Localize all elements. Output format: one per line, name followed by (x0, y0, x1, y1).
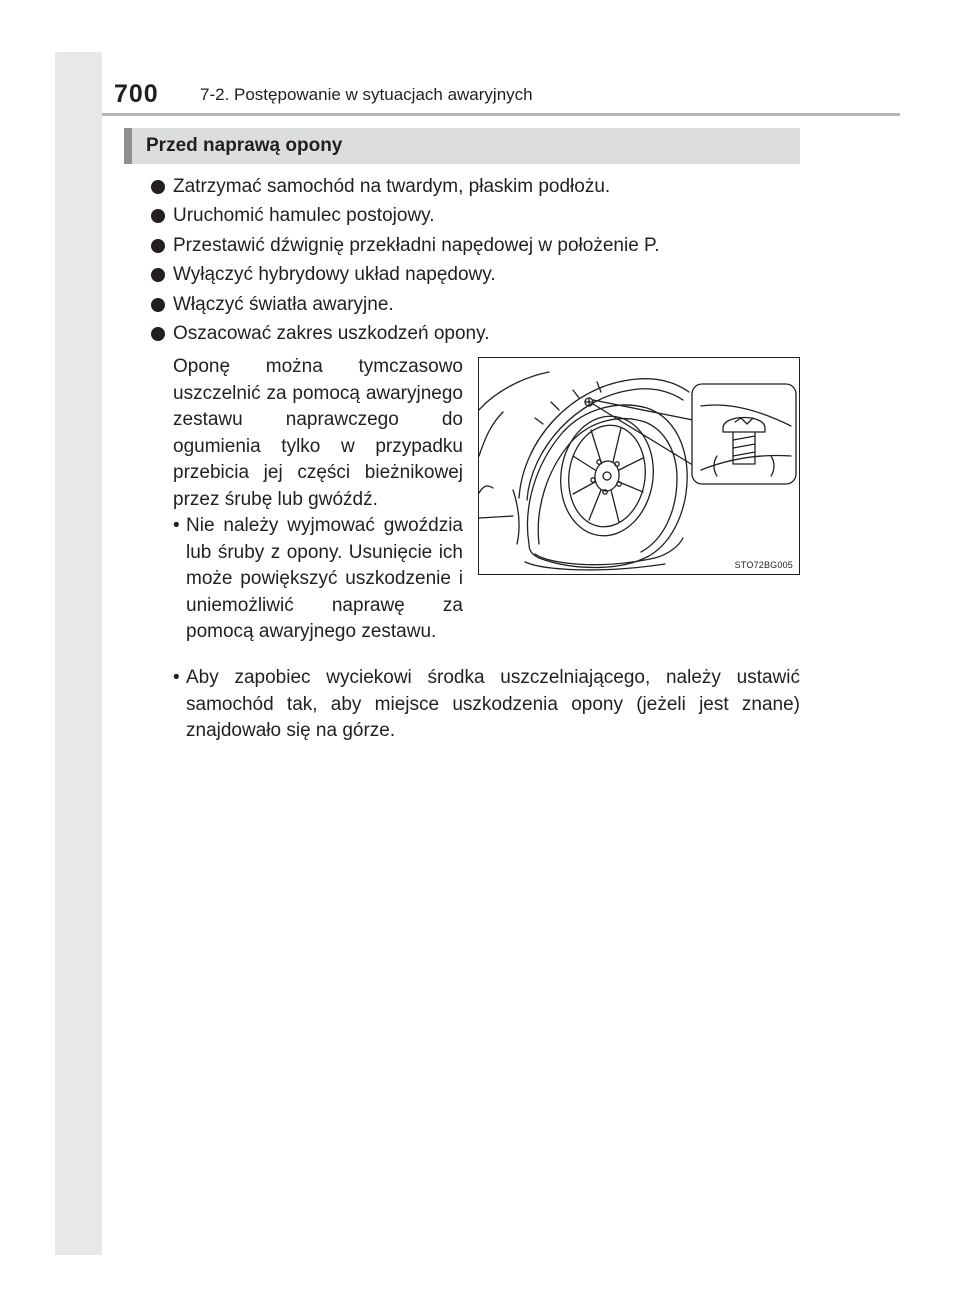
list-item-text: Wyłączyć hybrydowy układ napędowy. (173, 264, 496, 286)
list-item-text: Oszacować zakres uszkodzeń opony. (173, 322, 490, 344)
section-heading-box (124, 128, 800, 164)
body-text (173, 354, 463, 646)
section-heading: Przed naprawą opony (146, 135, 343, 156)
flat-tire-drawing (479, 358, 800, 575)
dash-mark: • (173, 515, 180, 536)
list-item (151, 260, 811, 289)
figure-code: STO72BG005 (734, 560, 793, 570)
body-paragraph: Oponę można tymczasowo uszczelnić za pomocą awaryjnego zestawu naprawczego do ogumienia tylko w przypadku przebicia jej części bieżnikowej przez śrubę lub gwóźdź. (173, 356, 463, 510)
tire-puncture-illustration (478, 357, 800, 575)
bullet-icon (151, 180, 165, 194)
dash-item (173, 513, 463, 646)
list-item-text: Uruchomić hamulec postojowy. (173, 205, 435, 227)
bullet-icon (151, 327, 165, 341)
page-side-strip (55, 52, 102, 1255)
bullet-icon (151, 268, 165, 282)
bullet-icon (151, 298, 165, 312)
page-number: 700 (114, 80, 159, 108)
dash-item (173, 665, 800, 745)
bullet-icon (151, 239, 165, 253)
bullet-icon (151, 209, 165, 223)
dash-item-text: Aby zapobiec wyciekowi środka uszczelniającego, należy ustawić samochód tak, aby miejsce uszkodzenia opony (jeżeli jest znane) znajdowało się na górze. (186, 667, 800, 741)
list-item-text: Włączyć światła awaryjne. (173, 293, 394, 315)
list-item-text: Przestawić dźwignię przekładni napędowej w położenie P. (173, 234, 660, 256)
section-title: 7-2. Postępowanie w sytuacjach awaryjnych (200, 85, 533, 104)
list-item (151, 231, 811, 260)
list-item (151, 172, 811, 201)
list-item (151, 290, 811, 319)
list-item (151, 201, 811, 230)
page-header (102, 52, 900, 116)
list-item (151, 319, 811, 348)
bullet-list (151, 172, 811, 348)
dash-mark: • (173, 667, 180, 688)
dash-item-text: Nie należy wyjmować gwoździa lub śruby z opony. Usunięcie ich może powiększyć uszkodzenie i uniemożliwić naprawę za pomocą awaryjnego zestawu. (186, 515, 463, 642)
screw-callout (692, 384, 796, 484)
list-item-text: Zatrzymać samochód na twardym, płaskim podłożu. (173, 176, 611, 197)
